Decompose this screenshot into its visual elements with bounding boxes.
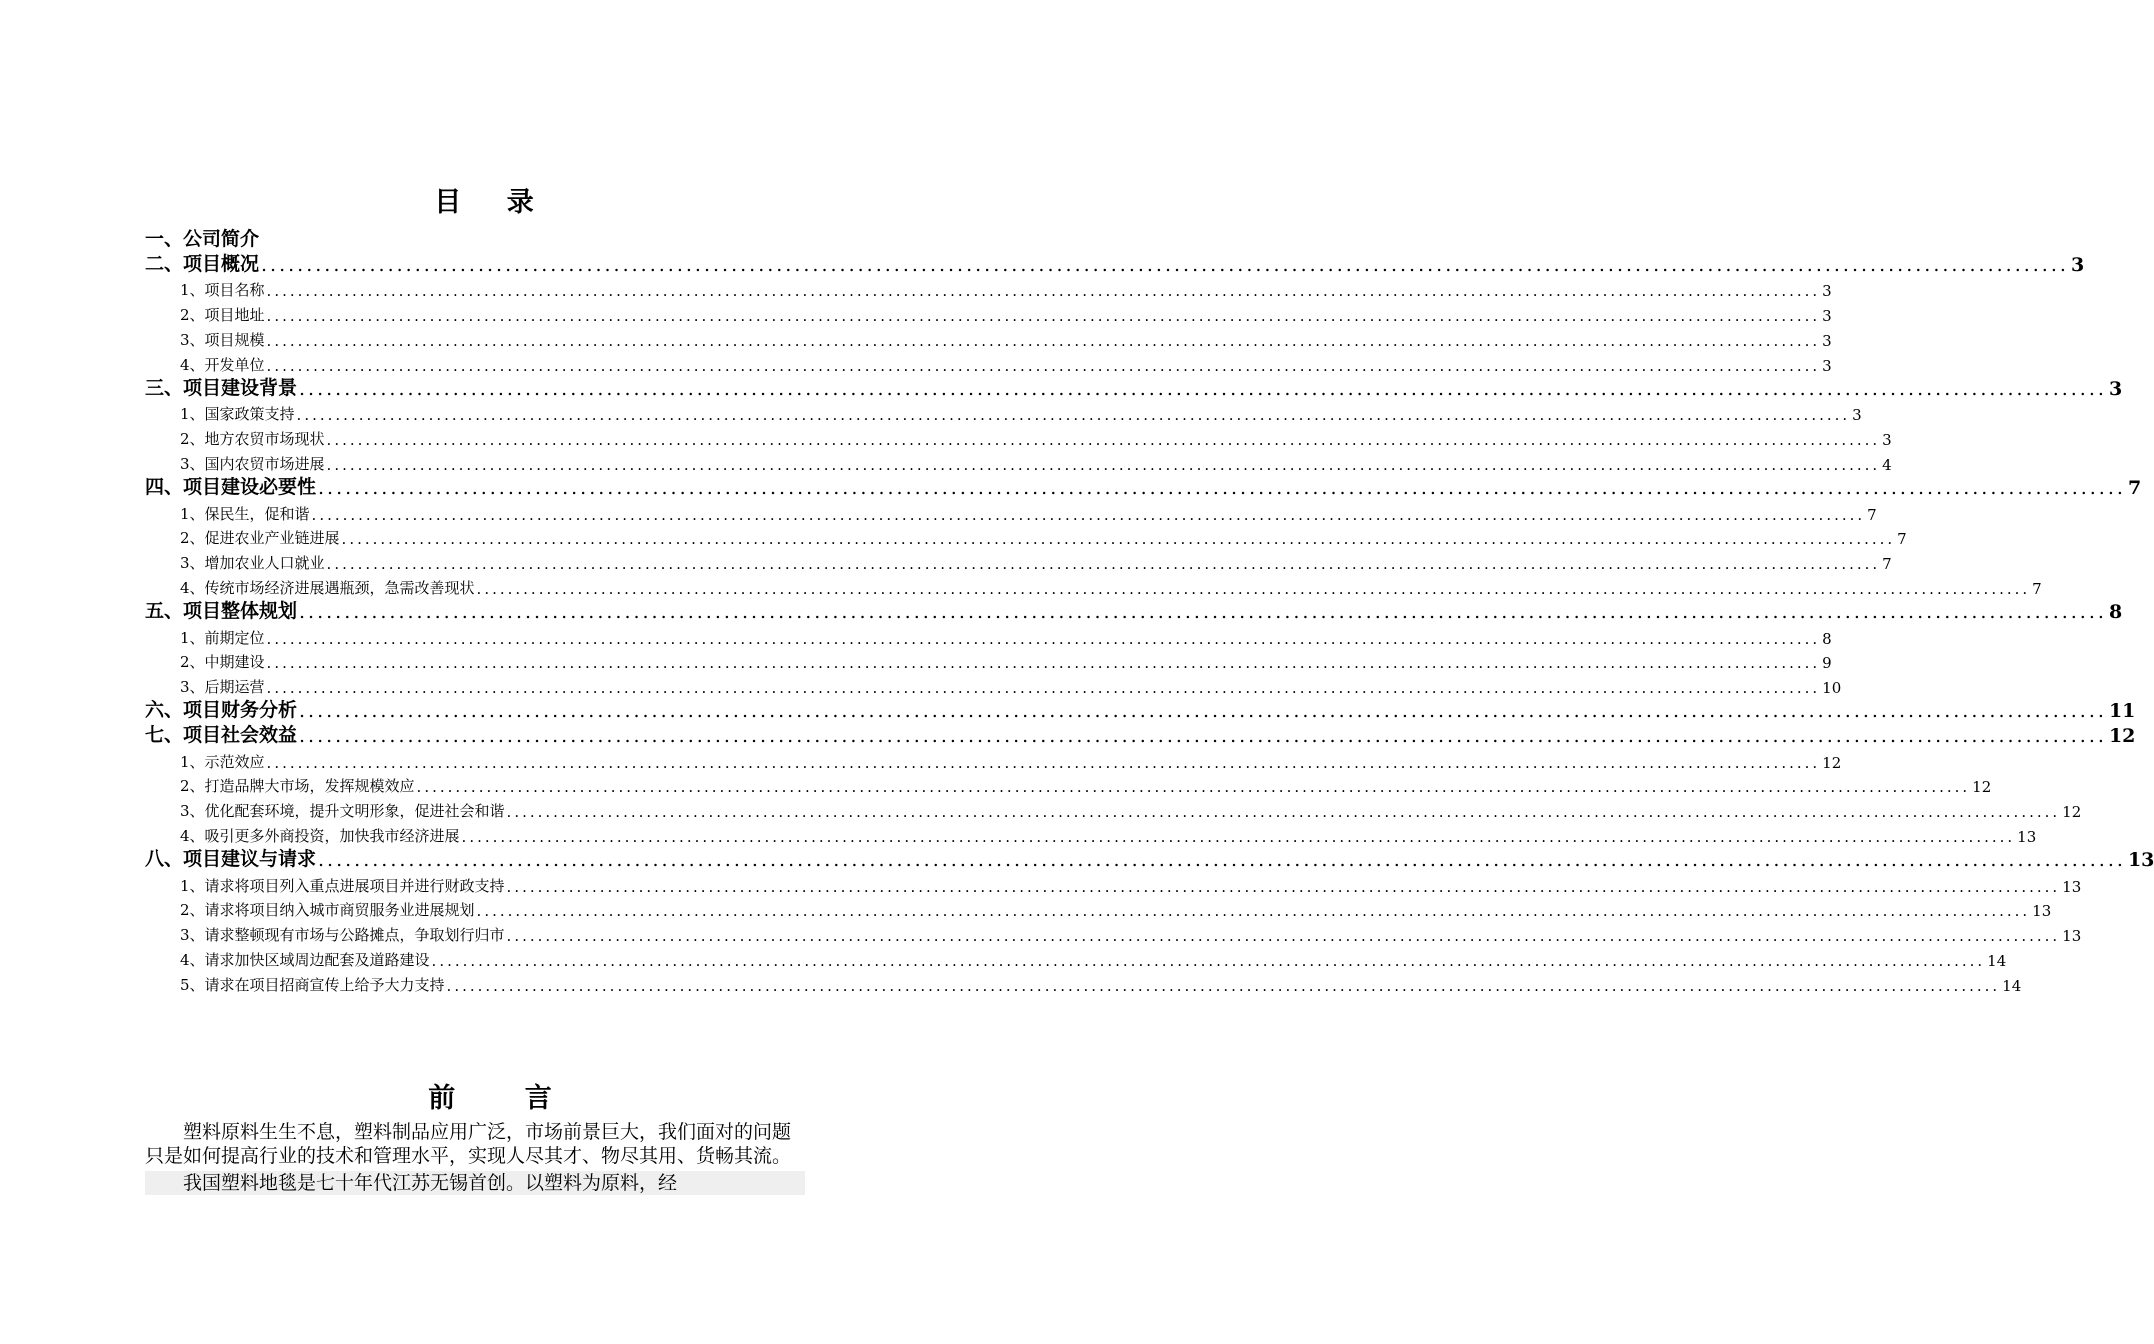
toc-entry-title: 1、国家政策支持 [180,405,295,424]
toc-chapter-entry[interactable] [145,226,805,251]
toc-leader-dots: ........................................................................................................................................................................................................ [431,951,1986,970]
toc-page-number: 12 [2108,724,2136,747]
toc-page-number: 3 [1822,356,1832,375]
toc-page-number: 7 [1867,505,1877,524]
toc-leader-dots: ........................................................................................................................................................................................................ [266,307,1821,326]
toc-chapter-entry[interactable] [145,846,2154,871]
toc-leader-dots: ........................................................................................................................................................................................................ [506,803,2061,822]
toc-entry-title: 3、国内农贸市场进展 [180,454,325,473]
toc-entry-title: 二、项目概况 [145,252,260,275]
toc-leader-dots: ........................................................................................................................................................................................................ [266,282,1821,301]
toc-entry-title: 1、前期定位 [180,628,265,647]
toc-entry-title: 三、项目建设背景 [145,376,298,399]
toc-entry-title: 3、项目规模 [180,330,265,349]
toc-entry-title: 1、请求将项目列入重点进展项目并进行财政支持 [180,876,505,895]
toc-leader-dots: ........................................................................................................................................................................................................ [476,579,2031,598]
toc-entry-title: 七、项目社会效益 [145,723,298,746]
toc-entry-title: 1、保民生，促和谐 [180,504,310,523]
toc-entry-title: 1、示范效应 [180,752,265,771]
toc-leader-dots: ........................................................................................................................................................................................................ [266,356,1821,375]
toc-page-number: 3 [1822,282,1832,301]
toc-entry-title: 4、传统市场经济进展遇瓶颈，急需改善现状 [180,578,475,597]
toc-title: 目 录 [434,187,552,218]
toc-page-number: 13 [2032,902,2052,921]
toc-page-number: 13 [2062,927,2082,946]
toc-leader-dots: ........................................................................................................................................................................................................ [266,331,1821,350]
toc-section-entry[interactable] [145,548,1892,574]
toc-page-number: 3 [1822,331,1832,350]
toc-leader-dots: ........................................................................................................................................................................................................ [299,699,2107,722]
toc-leader-dots: ........................................................................................................................................................................................................ [299,724,2107,747]
toc-entry-title: 四、项目建设必要性 [145,475,317,498]
toc-section-entry[interactable] [145,772,1992,797]
toc-page-number: 12 [2062,803,2082,822]
toc-section-entry[interactable] [145,524,1907,549]
toc-section-entry[interactable] [145,796,2082,822]
preface-paragraph-2: 我国塑料地毯是七十年代江苏无锡首创。以塑料为原料，经 [145,1171,805,1195]
toc-leader-dots: ........................................................................................................................................................................................................ [476,902,2031,921]
toc-entry-title: 2、地方农贸市场现状 [180,430,325,449]
toc-entry-title: 5、请求在项目招商宣传上给予大力支持 [180,975,445,994]
toc-section-entry[interactable] [145,400,1862,425]
table-of-contents [145,226,2154,995]
toc-entry-title: 2、促进农业产业链进展 [180,529,340,548]
toc-entry-title: 六、项目财务分析 [145,698,298,721]
toc-leader-dots: ........................................................................................................................................................................................................ [299,600,2107,623]
toc-leader-dots: ........................................................................................................................................................................................................ [341,530,1896,549]
toc-page-number: 7 [2127,476,2142,499]
toc-leader-dots: ........................................................................................................................................................................................................ [266,654,1821,673]
toc-section-entry[interactable] [145,499,1877,524]
toc-section-entry[interactable] [145,970,2022,995]
toc-entry-title: 一、公司简介 [145,227,260,250]
toc-leader-dots: ........................................................................................................................................................................................................ [318,476,2126,499]
toc-page-number: 8 [1822,629,1832,648]
toc-section-entry[interactable] [145,276,1832,301]
toc-section-entry[interactable] [145,573,2042,598]
toc-page-number: 3 [2070,253,2085,276]
toc-entry-title: 3、优化配套环境，提升文明形象，促进社会和谐 [180,802,505,821]
toc-section-entry[interactable] [145,672,1842,698]
toc-leader-dots: ........................................................................................................................................................................................................ [416,778,1971,797]
toc-page-number: 12 [1822,753,1842,772]
preface-title: 前 言 [428,1083,582,1114]
toc-leader-dots: ........................................................................................................................................................................................................ [506,877,2061,896]
preface-body [145,1120,805,1195]
toc-page-number: 3 [1882,431,1892,450]
toc-page-number: 11 [2108,699,2136,722]
toc-page-number: 3 [1852,406,1862,425]
toc-entry-title: 4、请求加快区域周边配套及道路建设 [180,950,430,969]
toc-page-number: 12 [1972,778,1992,797]
toc-entry-title: 2、打造品牌大市场，发挥规模效应 [180,777,415,796]
toc-section-entry[interactable] [145,648,1832,673]
toc-page-number: 3 [2108,377,2123,400]
preface-paragraph-1: 塑料原料生生不息，塑料制品应用广泛，市场前景巨大，我们面对的问题只是如何提高行业的技术和管理水平，实现人尽其才、物尽其用、货畅其流。 [145,1121,792,1167]
toc-section-entry[interactable] [145,871,2082,896]
toc-entry-title: 3、请求整顿现有市场与公路摊点，争取划行归市 [180,926,505,945]
toc-leader-dots: ........................................................................................................................................................................................................ [318,848,2126,871]
toc-page-number: 9 [1822,654,1832,673]
toc-chapter-entry[interactable] [145,474,2142,499]
toc-section-entry[interactable] [145,300,1832,326]
toc-entry-title: 2、中期建设 [180,653,265,672]
toc-leader-dots: ........................................................................................................................................................................................................ [446,976,2001,995]
toc-section-entry[interactable] [145,325,1832,350]
toc-leader-dots: ........................................................................................................................................................................................................ [311,505,1866,524]
toc-leader-dots: ........................................................................................................................................................................................................ [266,629,1821,648]
toc-page-number: 14 [2002,976,2022,995]
toc-page-number: 14 [1987,951,2007,970]
toc-leader-dots: ........................................................................................................................................................................................................ [326,555,1881,574]
toc-page-number: 3 [1822,307,1832,326]
toc-chapter-entry[interactable] [145,375,2123,400]
toc-page-number: 13 [2062,877,2082,896]
toc-leader-dots: ........................................................................................................................................................................................................ [461,827,2016,846]
toc-section-entry[interactable] [145,424,1892,450]
toc-page-number: 13 [2127,848,2154,871]
toc-leader-dots: ........................................................................................................................................................................................................ [299,377,2107,400]
toc-page-number: 7 [1897,530,1907,549]
toc-section-entry[interactable] [145,747,1842,772]
toc-chapter-entry[interactable] [145,697,2136,722]
toc-entry-title: 3、增加农业人口就业 [180,554,325,573]
toc-leader-dots: ........................................................................................................................................................................................................ [506,927,2061,946]
toc-page-number: 8 [2108,600,2123,623]
toc-entry-title: 4、开发单位 [180,355,265,374]
toc-page-number: 13 [2017,827,2037,846]
toc-page-number: 4 [1882,455,1892,474]
toc-entry-title: 2、项目地址 [180,306,265,325]
toc-section-entry[interactable] [145,821,2037,846]
toc-page-number: 10 [1822,679,1842,698]
toc-chapter-entry[interactable] [145,598,2123,623]
toc-entry-title: 五、项目整体规划 [145,599,298,622]
toc-leader-dots: ........................................................................................................................................................................................................ [266,679,1821,698]
toc-page-number: 7 [2032,579,2042,598]
toc-leader-dots: ........................................................................................................................................................................................................ [326,431,1881,450]
toc-section-entry[interactable] [145,920,2082,946]
toc-page-number: 7 [1882,555,1892,574]
toc-leader-dots: ........................................................................................................................................................................................................ [296,406,1851,425]
toc-chapter-entry[interactable] [145,251,2085,276]
toc-leader-dots: ........................................................................................................................................................................................................ [266,753,1821,772]
toc-entry-title: 4、吸引更多外商投资，加快我市经济进展 [180,826,460,845]
toc-entry-title: 1、项目名称 [180,281,265,300]
toc-entry-title: 八、项目建议与请求 [145,847,317,870]
toc-entry-title: 3、后期运营 [180,678,265,697]
toc-section-entry[interactable] [145,896,2052,921]
toc-section-entry[interactable] [145,350,1832,375]
toc-entry-title: 2、请求将项目纳入城市商贸服务业进展规划 [180,901,475,920]
toc-section-entry[interactable] [145,449,1892,474]
toc-chapter-entry[interactable] [145,722,2136,747]
toc-leader-dots: ........................................................................................................................................................................................................ [326,455,1881,474]
toc-leader-dots: ........................................................................................................................................................................................................ [261,253,2069,276]
toc-section-entry[interactable] [145,623,1832,648]
toc-section-entry[interactable] [145,945,2007,970]
